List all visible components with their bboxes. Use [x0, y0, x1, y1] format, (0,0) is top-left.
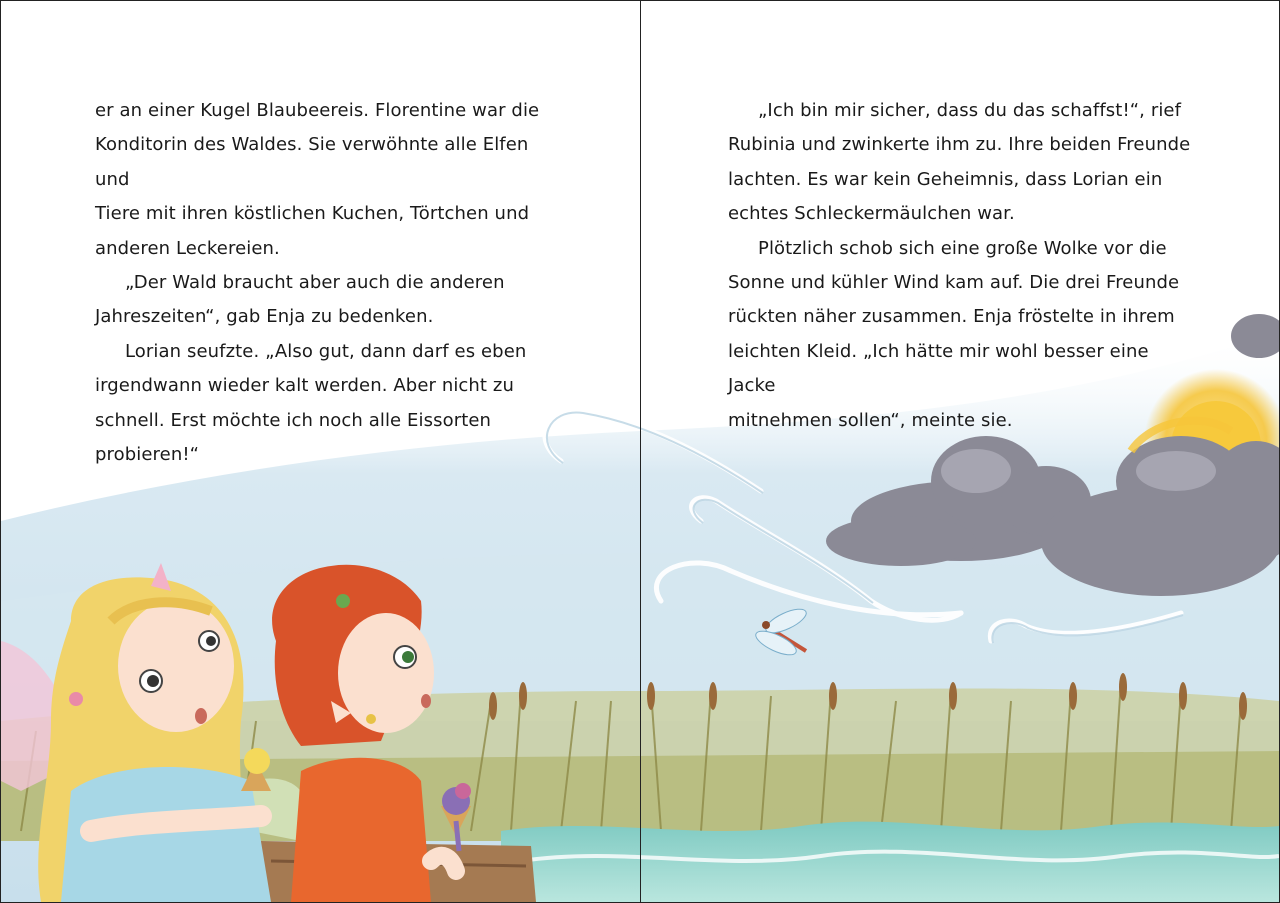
left-paragraph-2: [95, 266, 565, 335]
text-line: Plötzlich schob sich eine große Wolke vor die: [758, 237, 1167, 259]
text-line: Rubinia und zwinkerte ihm zu. Ihre beiden Freunde: [728, 134, 1191, 156]
water: [501, 822, 1279, 902]
text-line: echtes Schleckermäulchen war.: [728, 203, 1015, 225]
right-paragraph-1: [728, 94, 1198, 232]
text-line: Lorian seufzte. „Also gut, dann darf es eben: [125, 340, 527, 362]
left-paragraph-3: [95, 335, 565, 473]
page-gutter: [640, 1, 641, 902]
text-line: leichten Kleid. „Ich hätte mir wohl besser eine Jacke: [728, 340, 1149, 397]
text-line: anderen Leckereien.: [95, 237, 280, 259]
right-page-text: [728, 94, 1198, 438]
left-paragraph-1: [95, 94, 565, 266]
text-line: Tiere mit ihren köstlichen Kuchen, Törtchen und: [95, 203, 530, 225]
text-line: lachten. Es war kein Geheimnis, dass Lorian ein: [728, 168, 1163, 190]
left-page-text: [95, 94, 565, 472]
text-line: „Der Wald braucht aber auch die anderen: [125, 272, 505, 294]
text-line: Sonne und kühler Wind kam auf. Die drei Freunde: [728, 272, 1180, 294]
text-line: mitnehmen sollen“, meinte sie.: [728, 409, 1013, 431]
right-paragraph-2: [728, 232, 1198, 438]
text-line: irgendwann wieder kalt werden. Aber nicht zu: [95, 375, 514, 397]
text-line: „Ich bin mir sicher, dass du das schaffst!“, rief: [758, 100, 1182, 121]
text-line: Jahreszeiten“, gab Enja zu bedenken.: [95, 306, 434, 328]
text-line: er an einer Kugel Blaubeereis. Florentine war die: [95, 100, 540, 121]
text-line: probieren!“: [95, 444, 200, 466]
text-line: rückten näher zusammen. Enja fröstelte in ihrem: [728, 306, 1175, 328]
text-line: schnell. Erst möchte ich noch alle Eissorten: [95, 409, 492, 431]
text-line: Konditorin des Waldes. Sie verwöhnte alle Elfen und: [95, 134, 529, 190]
